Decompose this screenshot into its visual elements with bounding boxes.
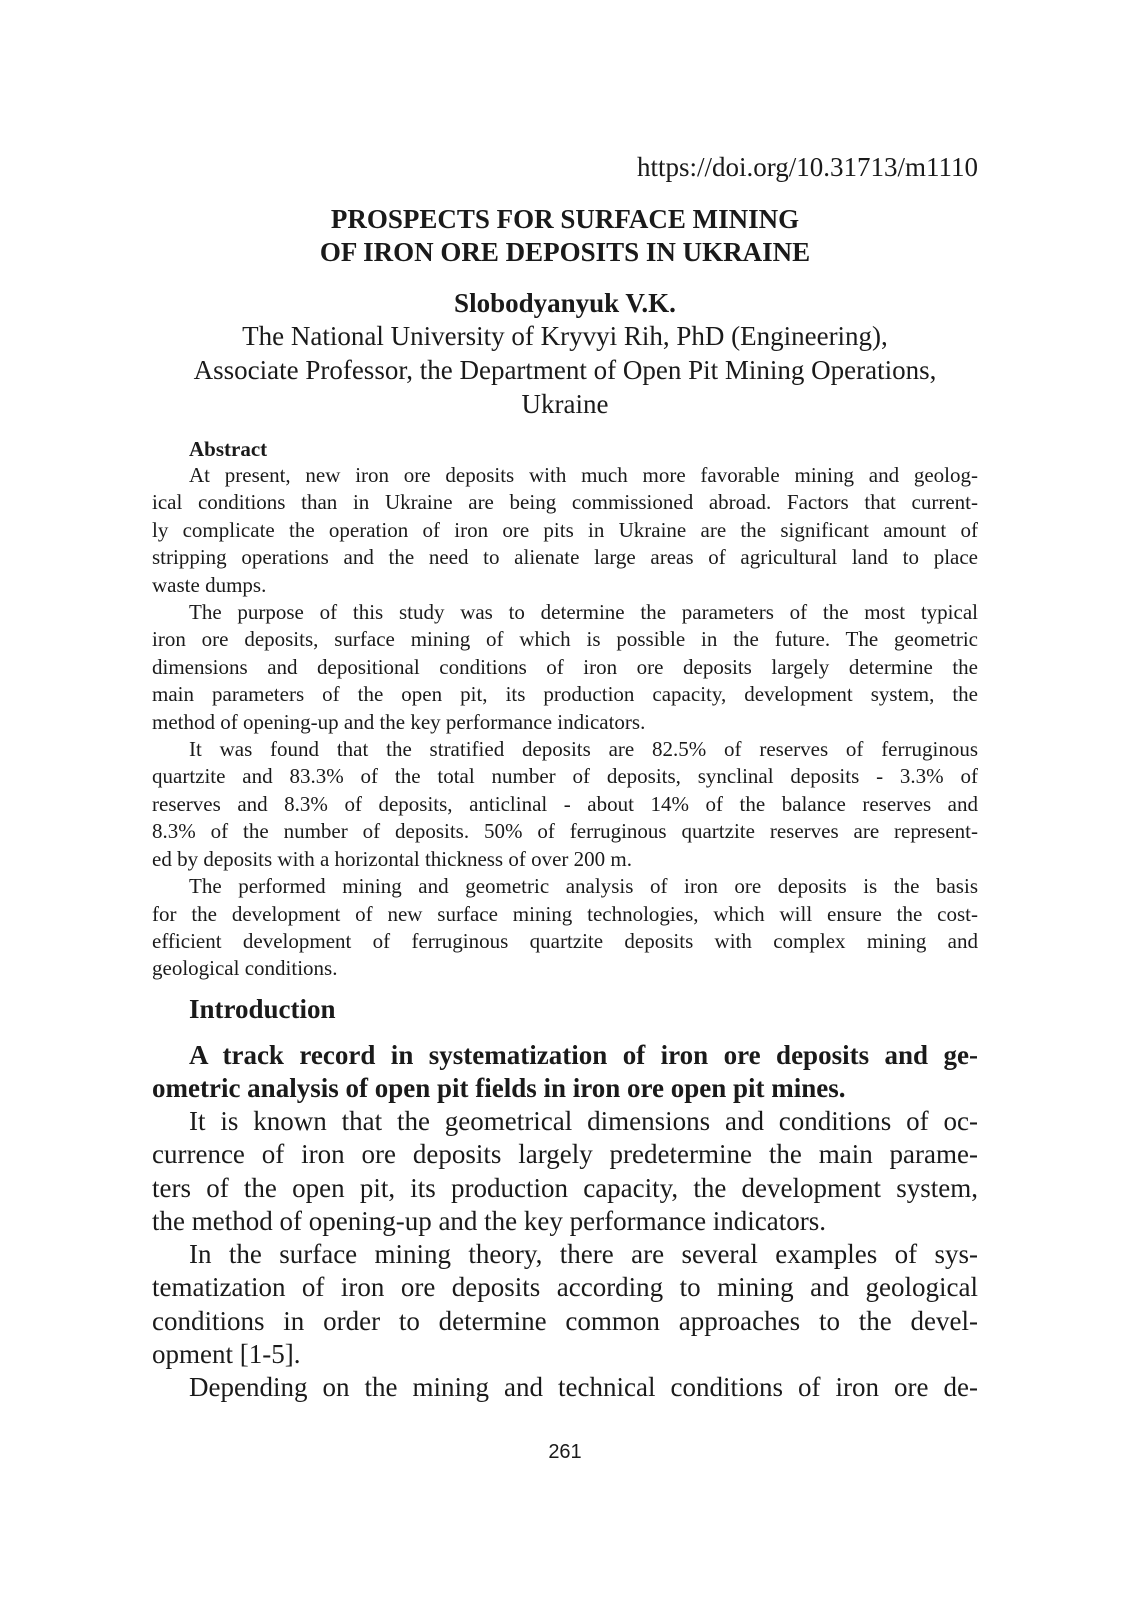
author-affiliation	[152, 319, 978, 421]
introduction-body	[152, 1105, 978, 1405]
abstract-line: ical conditions than in Ukraine are being commissioned abroad. Factors that current-	[152, 490, 978, 515]
body-line: tematization of iron ore deposits according to mining and geological	[152, 1272, 978, 1303]
abstract-heading: Abstract	[189, 437, 268, 461]
body-line: currence of iron ore deposits largely predetermine the main parame-	[152, 1139, 978, 1170]
abstract-line: main parameters of the open pit, its production capacity, development system, the	[152, 682, 978, 707]
abstract-line: ed by deposits with a horizontal thickness of over 200 m.	[152, 846, 632, 871]
abstract-line: dimensions and depositional conditions of iron ore deposits largely determine the	[152, 654, 978, 679]
subheading-line-2: ometric analysis of open pit fields in iron ore open pit mines.	[152, 1073, 846, 1103]
abstract-line: It was found that the stratified deposits are 82.5% of reserves of ferruginous	[189, 737, 978, 762]
abstract-line: geological conditions.	[152, 956, 338, 981]
body-line: ters of the open pit, its production capacity, the development system,	[152, 1172, 978, 1203]
abstract-line: waste dumps.	[152, 572, 267, 597]
abstract-line: ly complicate the operation of iron ore pits in Ukraine are the significant amount of	[152, 517, 978, 542]
abstract-line: quartzite and 83.3% of the total number of deposits, synclinal deposits - 3.3% of	[152, 764, 978, 789]
abstract-line: At present, new iron ore deposits with much more favorable mining and geolog-	[189, 463, 978, 487]
body-line: the method of opening-up and the key performance indicators.	[152, 1205, 827, 1236]
body-line: It is known that the geometrical dimensions and conditions of oc-	[189, 1106, 978, 1136]
abstract-line: 8.3% of the number of deposits. 50% of ferruginous quartzite reserves are represent-	[152, 819, 978, 844]
paper-page	[152, 0, 978, 1600]
body-line: opment [1-5].	[152, 1339, 301, 1370]
abstract-line: The performed mining and geometric analysis of iron ore deposits is the basis	[189, 874, 978, 899]
body-line: Depending on the mining and technical conditions of iron ore de-	[189, 1372, 978, 1403]
author-name: Slobodyanyuk V.K.	[454, 288, 676, 318]
abstract-line: The purpose of this study was to determine the parameters of the most typical	[189, 600, 978, 625]
abstract-line: stripping operations and the need to alienate large areas of agricultural land to place	[152, 545, 978, 570]
subheading-line-1: A track record in systematization of iron ore deposits and ge-	[189, 1040, 978, 1070]
affiliation-line-2: Associate Professor, the Department of Open Pit Mining Operations,	[193, 355, 937, 385]
abstract-line: iron ore deposits, surface mining of which is possible in the future. The geometric	[152, 627, 978, 652]
doi-link[interactable]: https://doi.org/10.31713/m1110	[636, 152, 978, 182]
abstract-line: for the development of new surface mining technologies, which will ensure the cost-	[152, 901, 978, 926]
abstract-line: efficient development of ferruginous quartzite deposits with complex mining and	[152, 928, 978, 953]
title-line-1: PROSPECTS FOR SURFACE MINING	[330, 204, 800, 234]
abstract-line: reserves and 8.3% of deposits, anticlinal - about 14% of the balance reserves and	[152, 791, 978, 816]
section-heading-introduction: Introduction	[189, 994, 336, 1024]
subsection-heading	[152, 1039, 978, 1105]
page-number: 261	[548, 1441, 582, 1463]
abstract-line: method of opening-up and the key performance indicators.	[152, 709, 646, 734]
affiliation-line-3: Ukraine	[521, 389, 609, 419]
abstract-body	[152, 462, 978, 983]
title-line-2: OF IRON ORE DEPOSITS IN UKRAINE	[319, 237, 811, 267]
paper-title	[152, 203, 978, 269]
body-line: In the surface mining theory, there are several examples of sys-	[189, 1239, 978, 1270]
body-line: conditions in order to determine common approaches to the devel-	[152, 1305, 978, 1336]
affiliation-line-1: The National University of Kryvyi Rih, PhD (Engineering),	[242, 321, 888, 351]
